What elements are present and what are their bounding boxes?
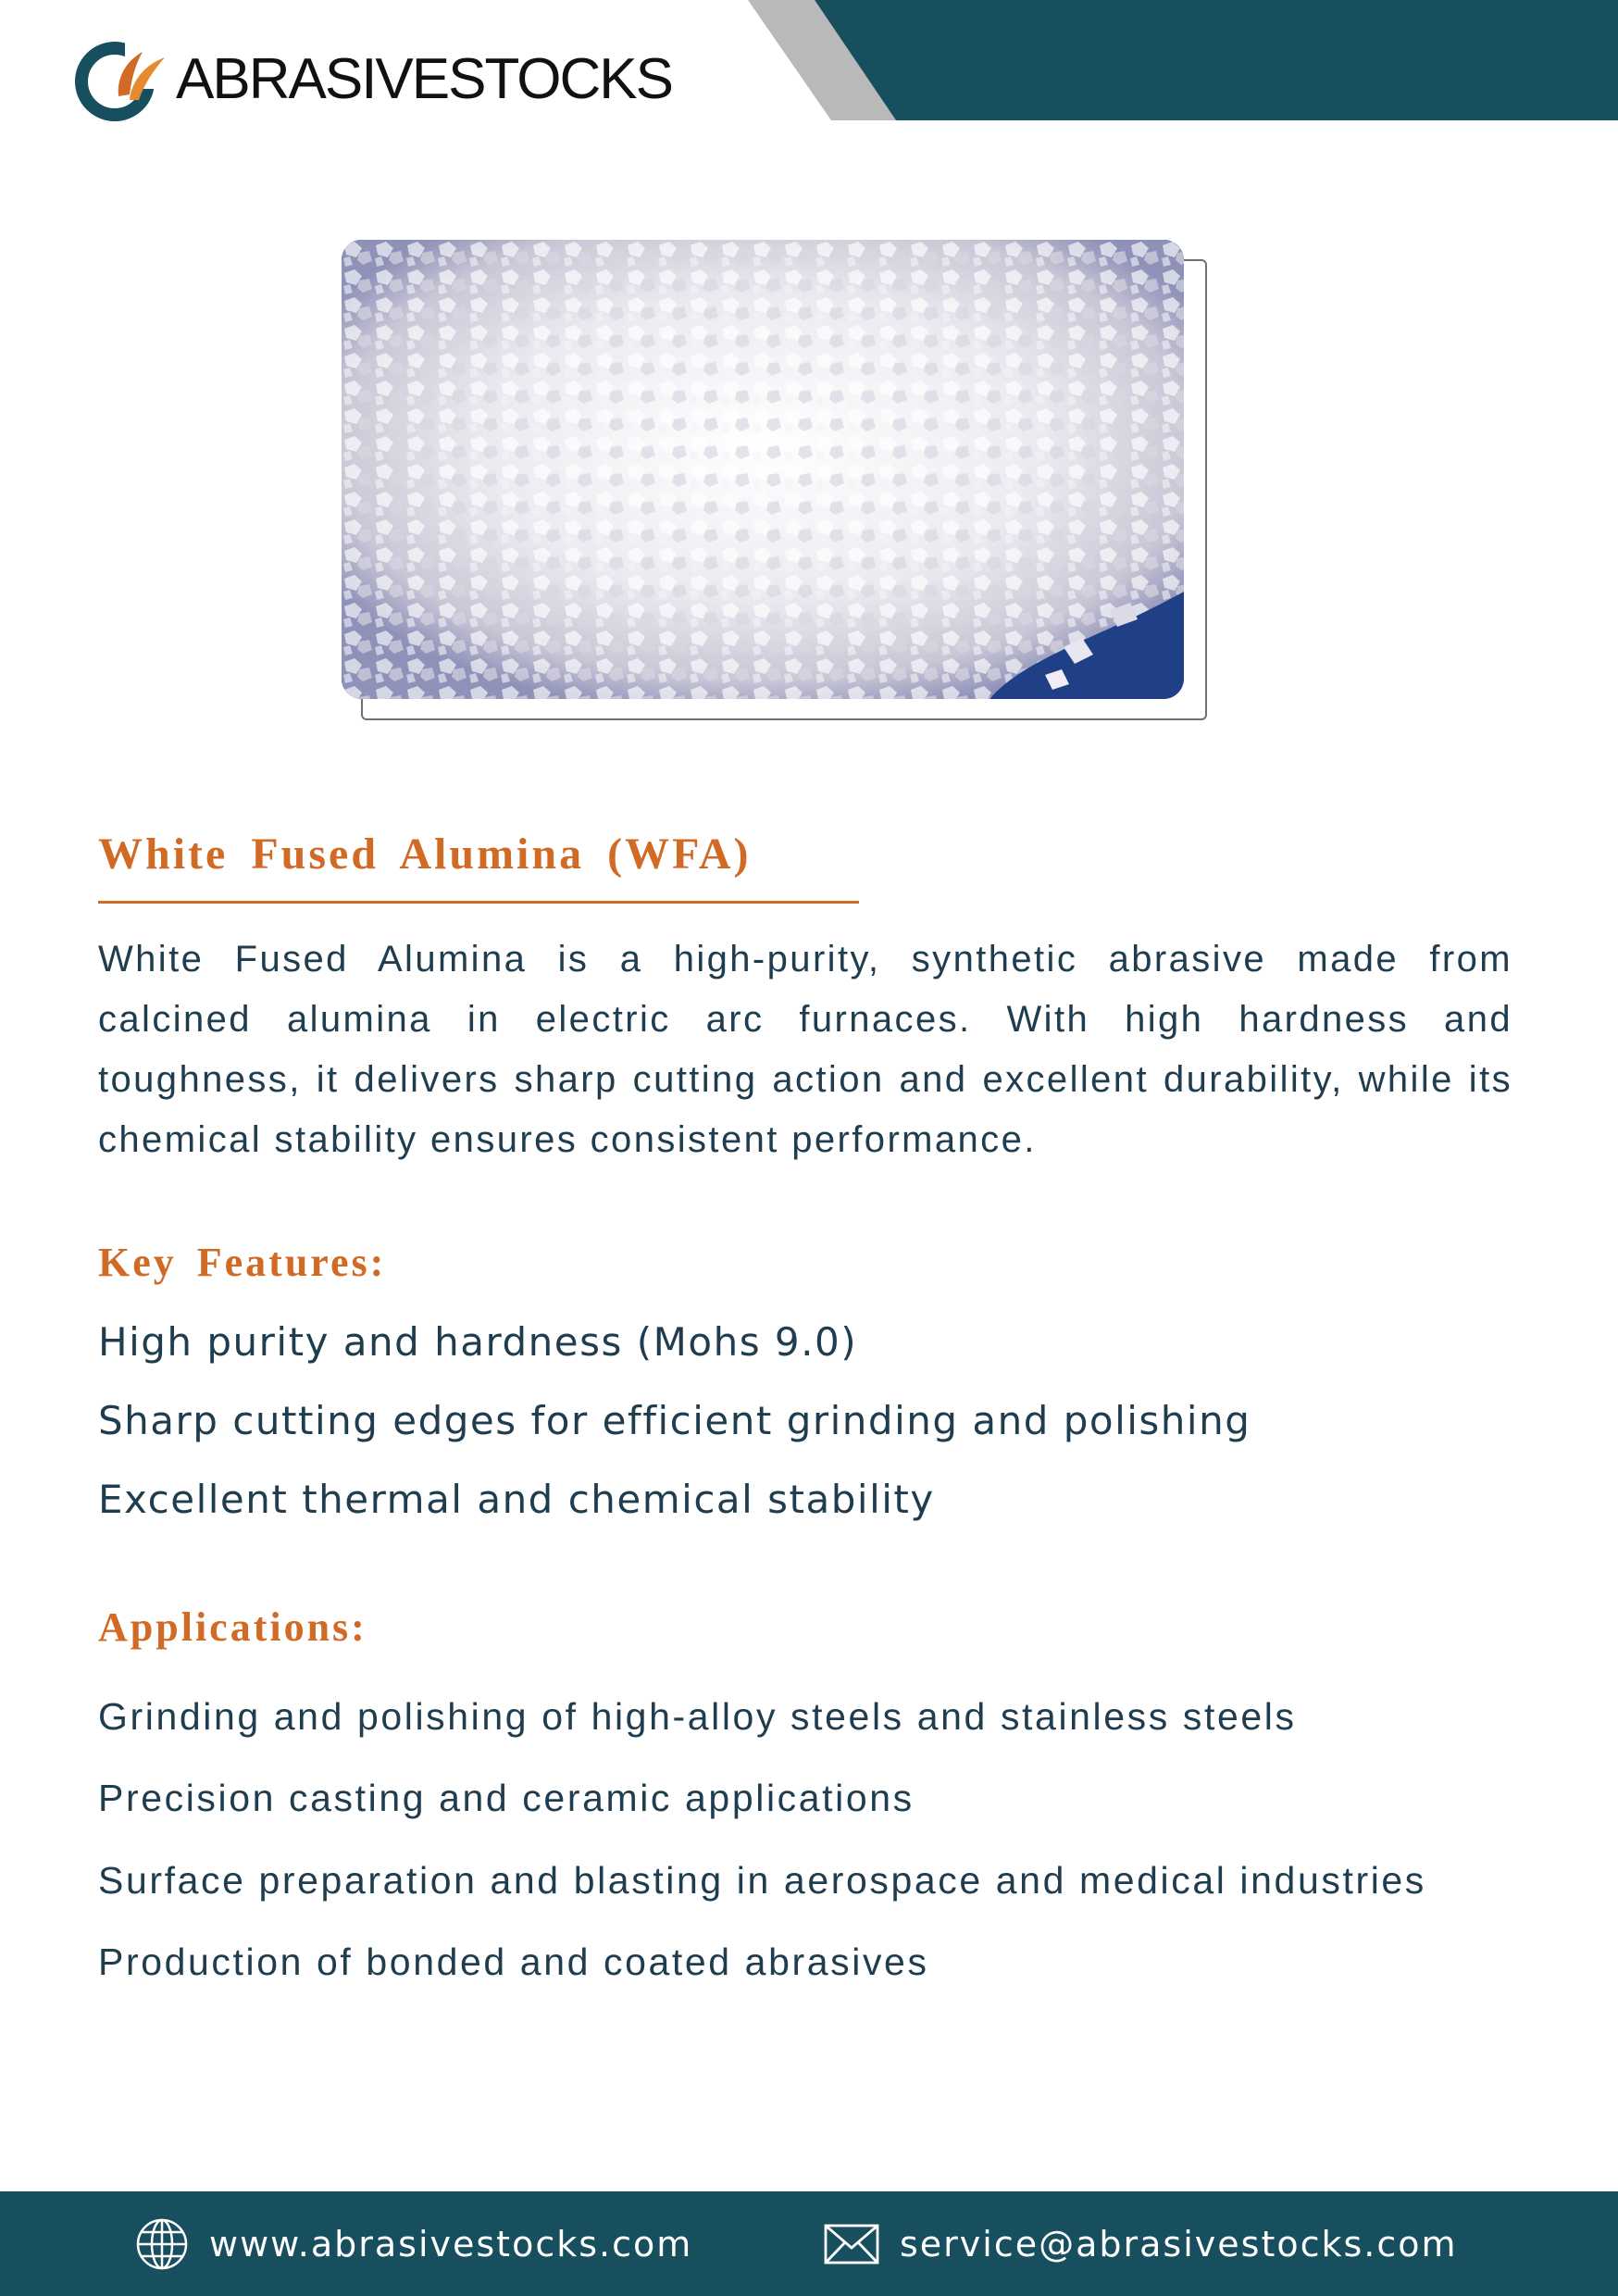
application-item: Production of bonded and coated abrasives xyxy=(98,1940,929,1983)
envelope-icon xyxy=(824,2224,879,2265)
brand-logo-icon xyxy=(74,33,176,126)
globe-icon xyxy=(135,2217,189,2271)
application-item: Precision casting and ceramic applications xyxy=(98,1777,915,1819)
feature-item: Sharp cutting edges for efficient grinding and polishing xyxy=(98,1398,1251,1443)
application-item: Grinding and polishing of high-alloy steels and stainless steels xyxy=(98,1695,1297,1738)
product-title: White Fused Alumina (WFA) xyxy=(98,830,752,879)
application-item: Surface preparation and blasting in aerospace and medical industries xyxy=(98,1859,1426,1902)
features-heading: Key Features: xyxy=(98,1240,387,1285)
footer-email[interactable] xyxy=(824,2191,1458,2296)
footer xyxy=(0,2191,1618,2296)
brand-name: ABRASIVESTOCKS xyxy=(176,47,672,111)
website-link[interactable]: www.abrasivestocks.com xyxy=(209,2223,693,2265)
brand-logo xyxy=(74,33,672,126)
product-photo xyxy=(342,240,1184,699)
title-underline xyxy=(98,901,859,904)
email-link[interactable]: service@abrasivestocks.com xyxy=(900,2223,1458,2265)
footer-website[interactable] xyxy=(135,2191,692,2296)
product-description: White Fused Alumina is a high-purity, synthetic abrasive made from calcined alumina in electric arc furnaces. With high hardness and toughness, it delivers sharp cutting action and excellent durability, while its chemical stability ensures consistent performance. xyxy=(98,939,1512,1160)
feature-item: Excellent thermal and chemical stability xyxy=(98,1477,935,1522)
applications-heading: Applications: xyxy=(98,1604,367,1650)
white-alumina-grains-photo xyxy=(342,240,1184,699)
feature-item: High purity and hardness (Mohs 9.0) xyxy=(98,1319,858,1365)
